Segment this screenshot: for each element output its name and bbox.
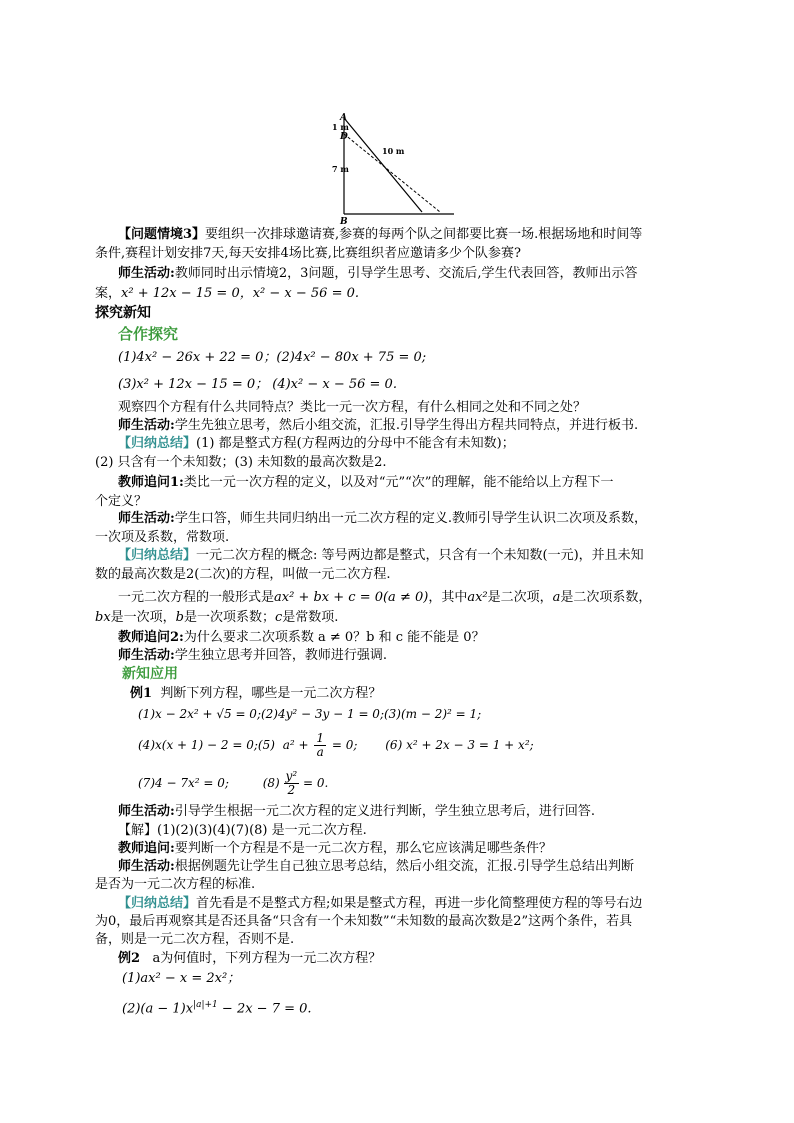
symbol-b: b [175,610,184,625]
teacher-question-2 [118,629,485,647]
intro-text-1: 要组织一次排球邀请赛,参赛的每两个队之间都要比赛一场.根据场地和时间等 [205,227,643,242]
summary-2-line-1 [118,547,644,565]
summary-3-line-1 [118,895,642,913]
section-title-explore: 探究新知 [95,305,151,321]
answer-prefix: 案， [95,286,122,301]
teacher-question-3 [118,840,552,858]
summary-tag: 【归纳总结】 [118,548,197,563]
intro-line-2 [95,245,521,263]
general-form-equation: ax² + bx + c = 0(a ≠ 0) [274,590,429,605]
general-text: 是一次项系数； [184,610,276,625]
section-title-cooperate: 合作探究 [118,325,179,343]
section-title-apply: 新知应用 [122,666,178,682]
linear-term: bx [95,610,111,625]
general-text: ，其中 [428,590,468,605]
general-text: 一元二次方程的一般形式是 [118,590,275,605]
summary-tag: 【归纳总结】 [118,896,197,911]
summary-text: (1) 都是整式方程(方程两边的分母中不能含有未知数)； [196,436,515,451]
example-1-row-2 [138,732,534,759]
solution-tag: 【解】 [118,823,158,838]
question-text: 为什么要求二次项系数 a ≠ 0？b 和 c 能不能是 0？ [183,630,485,645]
symbol-a: a [552,590,561,605]
eq-part-2: − 2x − 7 = 0. [217,1001,312,1017]
example-tag: 例2 [118,951,141,966]
solution-line [118,822,367,840]
eq-part-1: (2)(a − 1)x [122,1001,194,1017]
activity-tag: 师生活动: [118,511,175,526]
teacher-activity-6b: 是否为一元二次方程的标准. [95,877,256,892]
eq8-right: = 0. [302,776,329,790]
observe-question: 观察四个方程有什么共同特点？类比一元一次方程，有什么相同之处和不同之处？ [118,400,587,415]
summary-1-line-2: (2) 只含有一个未知数；(3) 未知数的最高次数是2. [95,455,387,470]
general-text: 是常数项. [282,610,339,625]
label-7m: 7 m [332,164,349,174]
fraction-1-over-a [314,732,326,759]
eq8-label: (8) [262,776,280,790]
eq5-left: a² + [282,738,309,752]
summary-text: 一元二次方程的概念: 等号两边都是整式，只含有一个未知数(一元)，并且未知 [196,548,644,563]
general-text: 是二次项， [487,590,553,605]
example-text: a为何值时，下列方程为一元二次方程？ [152,951,382,966]
ladder-figure [330,110,460,230]
example-2-row-1: (1)ax² − x = 2x²； [122,971,241,986]
summary-2-line-2: 数的最高次数是2(二次)的方程，叫做一元二次方程. [95,567,391,582]
fraction-denominator: a [316,745,324,759]
question-tag: 教师追问: [118,841,175,856]
symbol-c: c [275,610,283,625]
label-a: A [340,113,347,123]
activity-text: 引导学生根据一元二次方程的定义进行判断，学生独立思考后，进行回答. [174,804,595,819]
activity-tag: 师生活动: [118,418,175,433]
question-tag: 教师追问2: [118,630,184,645]
eq6: (6) x² + 2x − 3 = 1 + x²; [385,738,534,752]
activity-tag: 师生活动: [118,859,175,874]
quadratic-term: ax² [467,590,488,605]
exponent-abs-a-plus-1: |a|+1 [193,1000,218,1010]
activity-text: 学生独立思考并回答，教师进行强调. [174,648,387,663]
general-text: 是一次项， [110,610,176,625]
activity-text: 根据例题先让学生自己独立思考总结，然后小组交流，汇报.引导学生总结出判断 [174,859,634,874]
teacher-activity-5 [118,803,595,821]
example-tag: 例1 [130,686,153,701]
teacher-question-1b: 个定义？ [95,494,148,509]
teacher-question-1 [118,474,613,492]
equations-row-2: (3)x² + 12x − 15 = 0； (4)x² − x − 56 = 0. [118,377,397,392]
label-d: D [340,132,348,142]
summary-3-line-3: 备，则是一元二次方程，否则不是. [95,932,295,947]
label-b: B [340,217,348,227]
teacher-activity-1b [95,285,359,303]
teacher-activity-text: 教师同时出示情境2，3问题，引导学生思考、交流后,学生代表回答，教师出示答 [174,266,638,281]
summary-3-line-2: 为0，最后再观察其是否还具备“只含有一个未知数”“未知数的最高次数是2”这两个条件，若具 [95,914,633,929]
teacher-activity-3 [118,510,647,528]
eq5-right: = 0; [331,738,358,752]
activity-text: 学生口答，师生共同归纳出一元二次方程的定义.教师引导学生认识二次项及系数， [174,511,647,526]
teacher-activity-3b: 一次项及系数，常数项. [95,530,230,545]
ladder-solid-line [344,118,422,212]
fraction-denominator: 2 [287,783,296,797]
intro-text-2: 条件,赛程计划安排7天,每天安排4场比赛,比赛组织者应邀请多少个队参赛? [95,246,521,261]
example-2-row-2 [122,996,312,1018]
label-1m: 1 m [332,122,349,132]
eq7: (7)4 − 7x² = 0; [138,776,229,790]
summary-1-line-1 [118,435,515,453]
question-text: 要判断一个方程是不是一元二次方程，那么它应该满足哪些条件？ [174,841,552,856]
label-10m: 10 m [382,146,405,156]
solution-text: (1)(2)(3)(4)(7)(8) 是一元二次方程. [157,823,367,838]
fraction-numerator: 1 [316,731,325,745]
answer-equations: x² + 12x − 15 = 0，x² − x − 56 = 0. [121,286,360,301]
teacher-activity-4 [118,647,387,665]
general-form-line-2 [95,609,338,627]
activity-tag: 师生活动: [118,804,175,819]
general-text: 是二次项系数， [560,590,652,605]
teacher-activity-1 [118,265,638,283]
intro-line-1 [118,226,642,244]
problem-3-tag: 【问题情境3】 [118,227,206,242]
example-2-title [118,950,381,968]
question-text: 类比一元一次方程的定义，以及对“元”“次”的理解，能不能给以上方程下一 [183,475,614,490]
teacher-activity-6 [118,858,634,876]
eq4-5: (4)x(x + 1) − 2 = 0;(5) [138,738,275,752]
example-1-title [130,685,381,703]
question-tag: 教师追问1: [118,475,184,490]
activity-tag: 师生活动: [118,648,175,663]
teacher-activity-tag: 师生活动: [118,266,175,281]
summary-text: 首先看是不是整式方程;如果是整式方程，再进一步化简整理使方程的等号右边 [196,896,643,911]
summary-tag: 【归纳总结】 [118,436,197,451]
teacher-activity-2 [118,417,638,435]
general-form-line-1 [118,589,651,607]
example-1-row-3 [138,770,328,797]
activity-text: 学生先独立思考，然后小组交流，汇报.引导学生得出方程共同特点，并进行板书. [174,418,639,433]
example-text: 判断下列方程，哪些是一元二次方程？ [160,686,382,701]
fraction-numerator: y² [285,769,298,783]
equations-row-1: (1)4x² − 26x + 22 = 0；(2)4x² − 80x + 75 = 0; [118,350,427,365]
fraction-y2-over-2 [284,770,300,797]
example-1-row-1: (1)x − 2x² + √5 = 0;(2)4y² − 3y − 1 = 0;(3)(m − 2)² = 1; [138,707,482,721]
